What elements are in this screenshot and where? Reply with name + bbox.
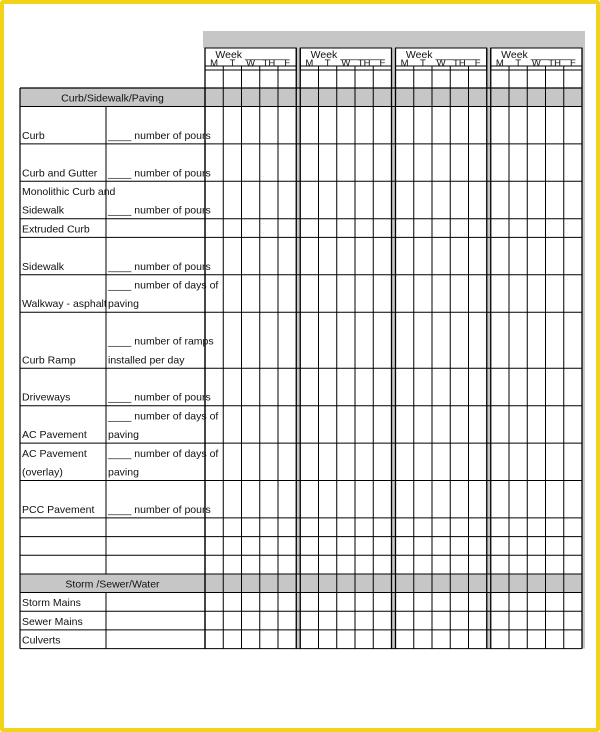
row-measure-label: ____ number of pours — [108, 167, 211, 180]
day-label-m: M — [210, 58, 219, 69]
row-measure-label: ____ number of pours — [108, 391, 211, 404]
row-measure-label: ____ number of pours — [108, 503, 211, 516]
day-label-f: F — [379, 58, 386, 69]
row-measure-label: ____ number of pours — [108, 260, 211, 273]
day-label-t: T — [324, 58, 331, 69]
day-label-w: W — [246, 58, 256, 69]
row-measure-label: installed per day — [108, 354, 185, 367]
row-measure-label: paving — [108, 298, 139, 311]
day-label-m: M — [400, 58, 409, 69]
row-item-label: Driveways — [22, 391, 71, 404]
section-title: Storm /Sewer/Water — [65, 578, 160, 591]
row-measure-label: ____ number of days of — [108, 447, 219, 460]
day-label-w: W — [341, 58, 351, 69]
row-item-label: Sewer Mains — [22, 615, 83, 628]
day-label-f: F — [474, 58, 481, 69]
day-label-t: T — [229, 58, 236, 69]
day-label-t: T — [419, 58, 426, 69]
row-measure-label: ____ number of days of — [108, 410, 219, 423]
row-item-label: AC Pavement — [22, 429, 87, 442]
day-label-f: F — [569, 58, 576, 69]
day-label-th: TH — [548, 58, 561, 69]
week-label: Week _______ — [501, 49, 572, 61]
row-item-label: Curb — [22, 129, 45, 142]
row-item-label: Extruded Curb — [22, 223, 90, 236]
row-measure-label: ____ number of pours — [108, 129, 211, 142]
row-item-label: Monolithic Curb and — [22, 186, 116, 198]
row-measure-label: paving — [108, 466, 139, 479]
row-item-label: AC Pavement — [22, 447, 87, 460]
row-measure-label: ____ number of pours — [108, 204, 211, 217]
week-label: Week _______ — [405, 49, 477, 61]
row-item-label: Culverts — [22, 634, 61, 647]
week-label: Week _______ — [310, 49, 382, 61]
row-item-label: Sidewalk — [22, 204, 65, 217]
row-item-label: Sidewalk — [22, 260, 65, 273]
day-label-f: F — [284, 58, 291, 69]
section-title: Curb/Sidewalk/Paving — [61, 92, 164, 105]
row-measure-label: paving — [108, 429, 139, 442]
row-item-label: (overlay) — [22, 466, 63, 479]
day-label-m: M — [495, 58, 504, 69]
day-label-w: W — [436, 58, 446, 69]
day-label-t: T — [515, 58, 522, 69]
row-measure-label: ____ number of ramps — [108, 335, 214, 348]
row-item-label: Storm Mains — [22, 597, 81, 610]
row-item-label: Curb and Gutter — [22, 167, 98, 180]
row-item-label: Curb Ramp — [22, 354, 76, 367]
day-label-th: TH — [262, 58, 276, 69]
day-label-th: TH — [357, 58, 371, 69]
day-label-th: TH — [453, 58, 466, 69]
row-item-label: Walkway - asphalt — [22, 298, 107, 311]
day-label-w: W — [531, 58, 541, 69]
week-label: Week _______ — [215, 49, 286, 61]
row-item-label: PCC Pavement — [22, 503, 95, 516]
row-measure-label: ____ number of days of — [108, 279, 219, 292]
day-label-m: M — [305, 58, 314, 69]
